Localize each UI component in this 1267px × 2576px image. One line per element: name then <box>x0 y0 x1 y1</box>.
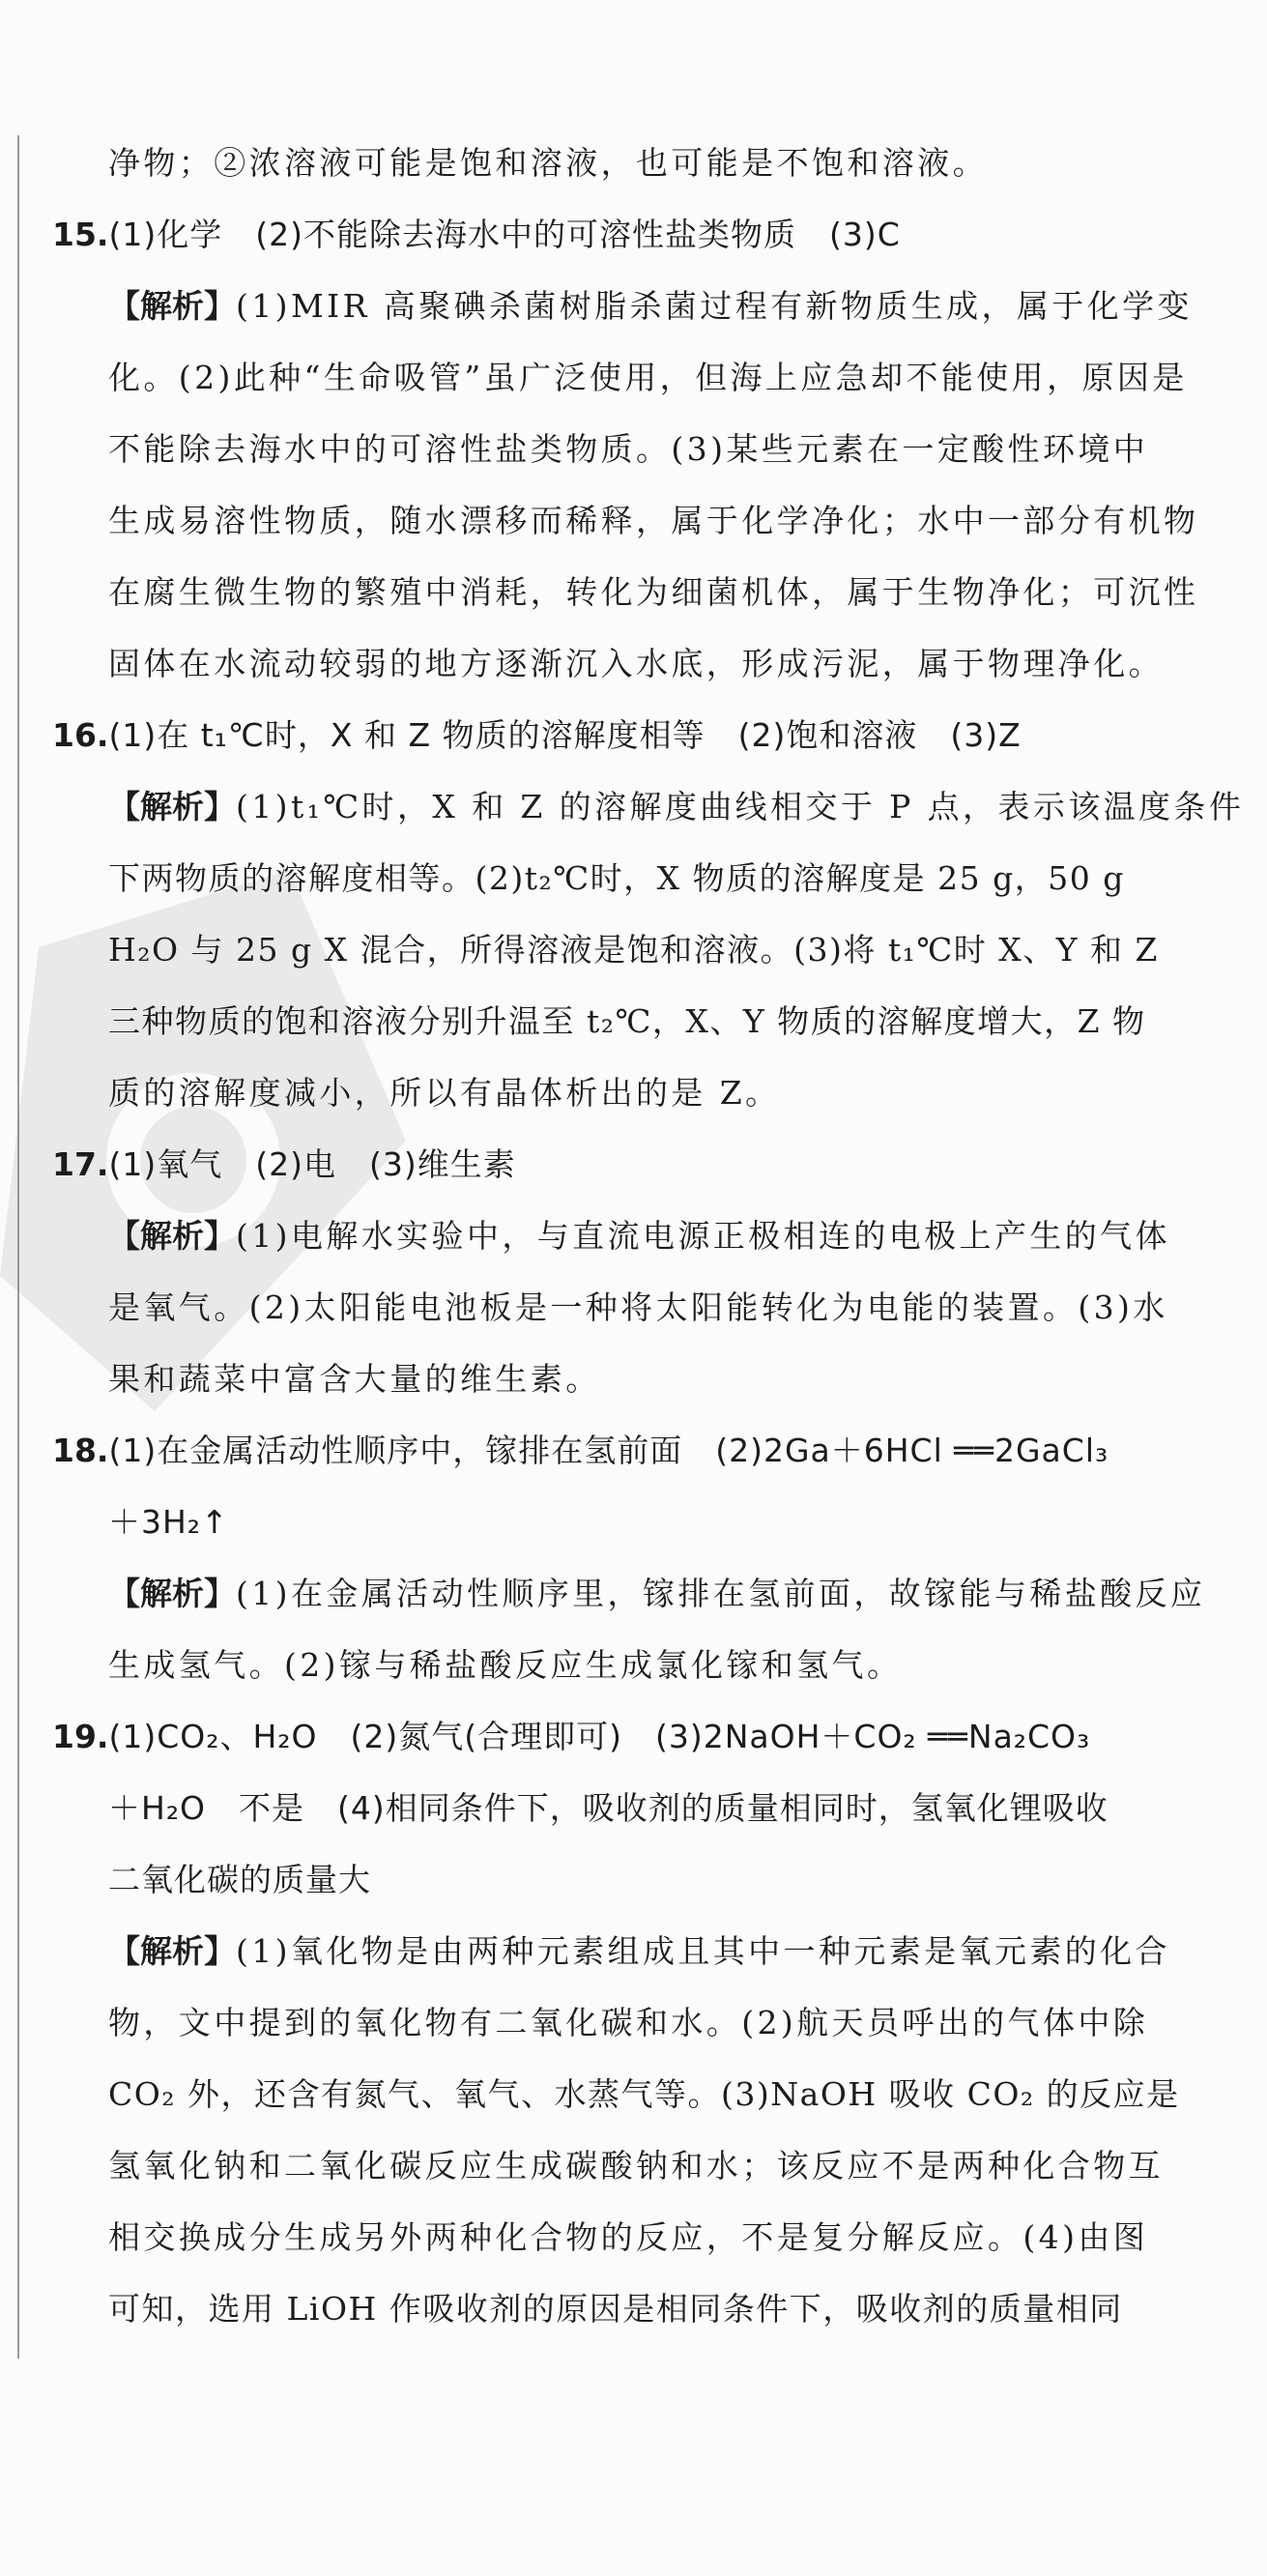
answer-text: (1)氧气 (2)电 (3)维生素 <box>108 1145 516 1183</box>
answer-text: (1)化学 (2)不能除去海水中的可溶性盐类物质 (3)C <box>108 216 901 253</box>
analysis-text: (1)MIR 高聚碘杀菌树脂杀菌过程有新物质生成，属于化学变 <box>236 287 1193 325</box>
text-line: 净物；②浓溶液可能是饱和溶液，也可能是不饱和溶液。 <box>108 144 988 182</box>
text-line: 是氧气。(2)太阳能电池板是一种将太阳能转化为电能的装置。(3)水 <box>108 1288 1168 1326</box>
answer-line-19 <box>52 1701 1091 1773</box>
text-line: CO₂ 外，还含有氮气、氧气、水蒸气等。(3)NaOH 吸收 CO₂ 的反应是 <box>108 2075 1180 2113</box>
answer-text: (1)在金属活动性顺序中，镓排在氢前面 (2)2Ga＋6HCl ══2GaCl₃ <box>108 1432 1109 1469</box>
analysis-tag: 【解析】 <box>108 1217 236 1255</box>
text-line: 下两物质的溶解度相等。(2)t₂℃时，X 物质的溶解度是 25 g，50 g <box>108 859 1125 897</box>
text-line: 质的溶解度减小，所以有晶体析出的是 Z。 <box>108 1074 781 1112</box>
text-line: 果和蔬菜中富含大量的维生素。 <box>108 1360 601 1398</box>
answer-content <box>52 128 1245 2345</box>
question-number: 17. <box>52 1145 109 1183</box>
text-line: 生成氢气。(2)镓与稀盐酸反应生成氯化镓和氢气。 <box>108 1646 903 1684</box>
text-line: 固体在水流动较弱的地方逐渐沉入水底，形成污泥，属于物理净化。 <box>108 645 1164 682</box>
answer-text: (1)CO₂、H₂O (2)氮气(合理即可) (3)2NaOH＋CO₂ ══Na₂CO₃ <box>108 1718 1091 1755</box>
text-line: 在腐生微生物的繁殖中消耗，转化为细菌机体，属于生物净化；可沉性 <box>108 573 1199 611</box>
text-line: 可知，选用 LiOH 作吸收剂的原因是相同条件下，吸收剂的质量相同 <box>108 2290 1123 2328</box>
text-line: H₂O 与 25 g X 混合，所得溶液是饱和溶液。(3)将 t₁℃时 X、Y 和 Z <box>108 931 1159 969</box>
analysis-tag: 【解析】 <box>108 788 236 825</box>
answer-continuation: ＋3H₂↑ <box>108 1503 229 1541</box>
analysis-text: (1)在金属活动性顺序里，镓排在氢前面，故镓能与稀盐酸反应 <box>236 1575 1206 1612</box>
text-line: 相交换成分生成另外两种化合物的反应，不是复分解反应。(4)由图 <box>108 2218 1149 2256</box>
analysis-text: (1)t₁℃时，X 和 Z 的溶解度曲线相交于 P 点，表示该温度条件 <box>236 788 1245 825</box>
analysis-text: (1)电解水实验中，与直流电源正极相连的电极上产生的气体 <box>236 1217 1170 1255</box>
answer-line-17 <box>52 1129 1067 1201</box>
text-line: 生成易溶性物质，随水漂移而稀释，属于化学净化；水中一部分有机物 <box>108 502 1199 539</box>
left-margin-rule <box>17 135 19 2359</box>
analysis-tag: 【解析】 <box>108 1575 236 1612</box>
analysis-text: (1)氧化物是由两种元素组成且其中一种元素是氧元素的化合 <box>236 1932 1170 1970</box>
analysis-line <box>52 1201 1170 1272</box>
analysis-line <box>52 1916 1170 1987</box>
answer-text: (1)在 t₁℃时，X 和 Z 物质的溶解度相等 (2)饱和溶液 (3)Z <box>108 716 1022 754</box>
analysis-tag: 【解析】 <box>108 1932 236 1970</box>
text-line: 三种物质的饱和溶液分别升温至 t₂℃，X、Y 物质的溶解度增大，Z 物 <box>108 1002 1146 1040</box>
answer-line-18 <box>52 1415 1109 1487</box>
answer-line-15 <box>52 199 1067 271</box>
analysis-tag: 【解析】 <box>108 287 236 325</box>
answer-continuation: ＋H₂O 不是 (4)相同条件下，吸收剂的质量相同时，氢氧化锂吸收 <box>108 1789 1109 1827</box>
question-number: 16. <box>52 716 109 754</box>
question-number: 19. <box>52 1718 109 1755</box>
question-number: 18. <box>52 1432 109 1469</box>
analysis-line <box>52 771 1245 843</box>
analysis-line <box>52 1558 1206 1630</box>
answer-continuation: 二氧化碳的质量大 <box>108 1861 371 1898</box>
question-number: 15. <box>52 216 109 253</box>
text-line: 不能除去海水中的可溶性盐类物质。(3)某些元素在一定酸性环境中 <box>108 430 1149 468</box>
text-line: 化。(2)此种“生命吸管”虽广泛使用，但海上应急却不能使用，原因是 <box>108 359 1188 396</box>
text-line: 氢氧化钠和二氧化碳反应生成碳酸钠和水；该反应不是两种化合物互 <box>108 2147 1164 2185</box>
text-line: 物，文中提到的氧化物有二氧化碳和水。(2)航天员呼出的气体中除 <box>108 2004 1149 2041</box>
analysis-line <box>52 271 1193 342</box>
answer-line-16 <box>52 700 1067 771</box>
